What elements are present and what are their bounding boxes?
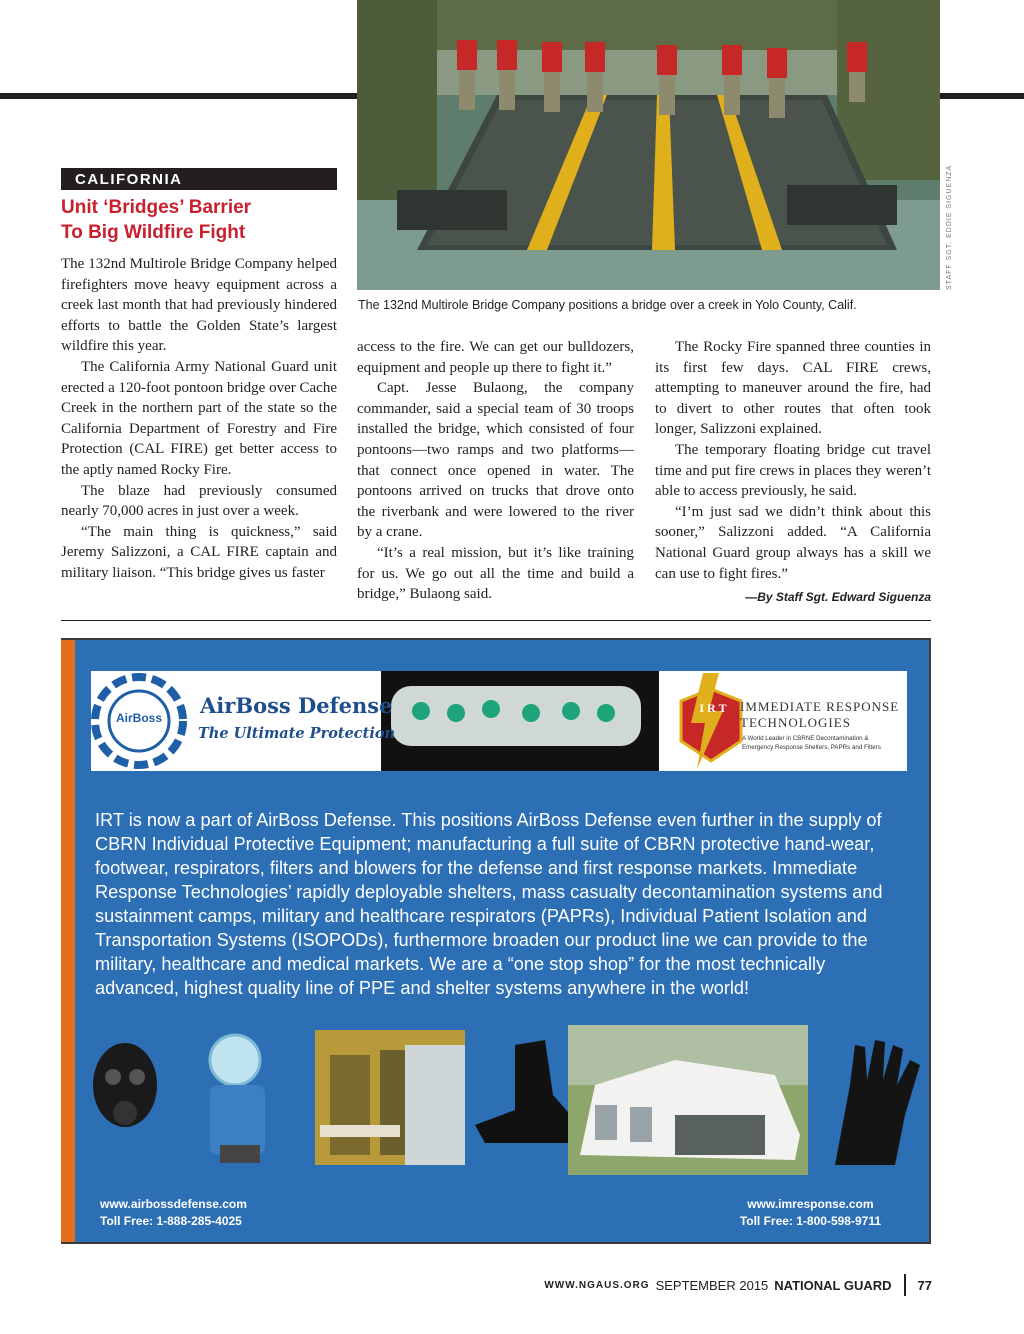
airboss-tagline: The Ultimate Protection <box>198 725 396 742</box>
section-tag: CALIFORNIA <box>61 168 337 190</box>
article-column-2 <box>357 337 634 605</box>
papr-user-image <box>210 1035 265 1163</box>
irt-sub-line-2: Emergency Response Shelters, PAPRs and Filters <box>742 744 881 751</box>
gas-mask-image <box>93 1043 157 1127</box>
irt-sub-line-1: A World Leader in CBRNE Decontamination & <box>742 735 869 742</box>
ad-body-copy: IRT is now a part of AirBoss Defense. This positions AirBoss Defense even further in the supply of CBRN Individual Protective Equipment; manufacturing a full suite of CBRN protective hand-wear, footwear, respirators, filters and blowers for the defense and first response markets. Immediate Response Technologies’ rapidly deployable shelters, mass casualty decontamination systems and sustainment camps, military and healthcare respirators (PAPRs), Individual Patient Isolation and Transportation Systems (ISOPODs), furthermore broaden our product line we can provide to the military, healthcare and medical markets. We are a “one stop shop” for the most technically advanced, highest quality line of PPE and shelter systems anywhere in the world! <box>95 810 883 998</box>
ad-product-illustrations <box>75 1025 929 1175</box>
paragraph: The California Army National Guard unit erected a 120-foot pontoon bridge over Cache Creek in the northern part of the state so the California Department of Forestry and Fire Protection (CAL FIRE) get better access to the aptly named Rocky Fire. <box>61 358 337 478</box>
photo-credit: STAFF SGT. EDDIE SIGUENZA <box>946 164 953 290</box>
ad-footer-left <box>100 1196 247 1230</box>
glove-image <box>835 1040 920 1165</box>
article-byline: —By Staff Sgt. Edward Siguenza <box>745 590 931 605</box>
ad-product-images <box>75 1025 929 1175</box>
ad-footer-right <box>740 1196 881 1230</box>
irt-name-line-2: TECHNOLOGIES <box>740 715 851 730</box>
article-column-3 <box>655 337 931 608</box>
paragraph: access to the fire. We can get our bulldozers, equipment and people up there to fight it.” <box>357 339 634 376</box>
folio-website[interactable]: WWW.NGAUS.ORG <box>544 1279 650 1291</box>
boot-image <box>475 1040 575 1143</box>
article-headline <box>61 195 341 245</box>
folio-issue-date: SEPTEMBER 2015 <box>655 1277 769 1293</box>
airboss-name: AirBoss Defense <box>200 693 393 718</box>
airboss-phone: Toll Free: 1-888-285-4025 <box>100 1214 242 1228</box>
irt-shield-letters <box>695 701 731 716</box>
irt-website-link[interactable]: www.imresponse.com <box>747 1197 874 1211</box>
paragraph: “I’m just sad we didn’t think about this sooner,” Salizzoni added. “A California National Guard group always has a skill we can use to fight fires.” <box>655 503 931 582</box>
irt-letter-t: T <box>718 701 727 715</box>
folio-divider <box>904 1274 906 1296</box>
decon-tent-image <box>315 1030 465 1165</box>
headline-line-2: To Big Wildfire Fight <box>61 222 246 243</box>
airboss-badge-text: AirBoss <box>115 711 162 725</box>
top-rule <box>0 93 357 99</box>
ad-orange-stripe <box>61 640 75 1242</box>
paragraph: The blaze had previously consumed nearly 70,000 acres in just over a week. <box>61 482 337 520</box>
photo-caption: The 132nd Multirole Bridge Company positions a bridge over a creek in Yolo County, Calif. <box>358 298 857 312</box>
irt-name-line-1: IMMEDIATE RESPONSE <box>740 699 900 714</box>
folio-magazine-name: NATIONAL GUARD <box>774 1277 892 1293</box>
irt-phone: Toll Free: 1-800-598-9711 <box>739 1214 881 1228</box>
irt-letter-r: R <box>707 701 716 715</box>
paragraph: “The main thing is quickness,” said Jeremy Salizzoni, a CAL FIRE captain and military liaison. “This bridge gives us faster <box>61 523 337 581</box>
irt-letter-i: I <box>699 701 705 715</box>
paragraph: The temporary floating bridge cut travel time and put fire crews in places they weren’t able to access previously, he said. <box>655 441 931 500</box>
airboss-website-link[interactable]: www.airbossdefense.com <box>100 1197 247 1211</box>
paragraph: Capt. Jesse Bulaong, the company commander, said a special team of 30 troops installed the bridge, which consisted of four pontoons—two ramps and two platforms—that connect once opened in water. The pontoons arrived on trucks that drove onto the riverbank and were lowered to the river by a crane. <box>357 380 634 541</box>
ad-footer <box>75 1180 929 1242</box>
article-column-1 <box>61 254 337 584</box>
paragraph: The Rocky Fire spanned three counties in its first few days. CAL FIRE crews, attempting to maneuver around the fire, had to divert to other routes that often took longer, Salizzoni explained. <box>655 339 931 438</box>
article-divider <box>61 620 931 621</box>
bridge-photo <box>357 0 940 290</box>
paragraph: “It’s a real mission, but it’s like training for us. We go out all the time and build a bridge,” Bulaong said. <box>357 544 634 603</box>
paragraph: The 132nd Multirole Bridge Company helped firefighters move heavy equipment across a creek last month that had previously hindered efforts to battle the Golden State’s largest wildfire this year. <box>61 256 337 355</box>
ad-logo-banner <box>91 671 907 771</box>
page-number: 77 <box>917 1277 932 1293</box>
page-folio <box>500 1275 932 1295</box>
bridge-photo-illustration <box>357 0 940 290</box>
shelter-tent-image <box>568 1025 808 1175</box>
headline-line-1: Unit ‘Bridges’ Barrier <box>61 197 252 218</box>
